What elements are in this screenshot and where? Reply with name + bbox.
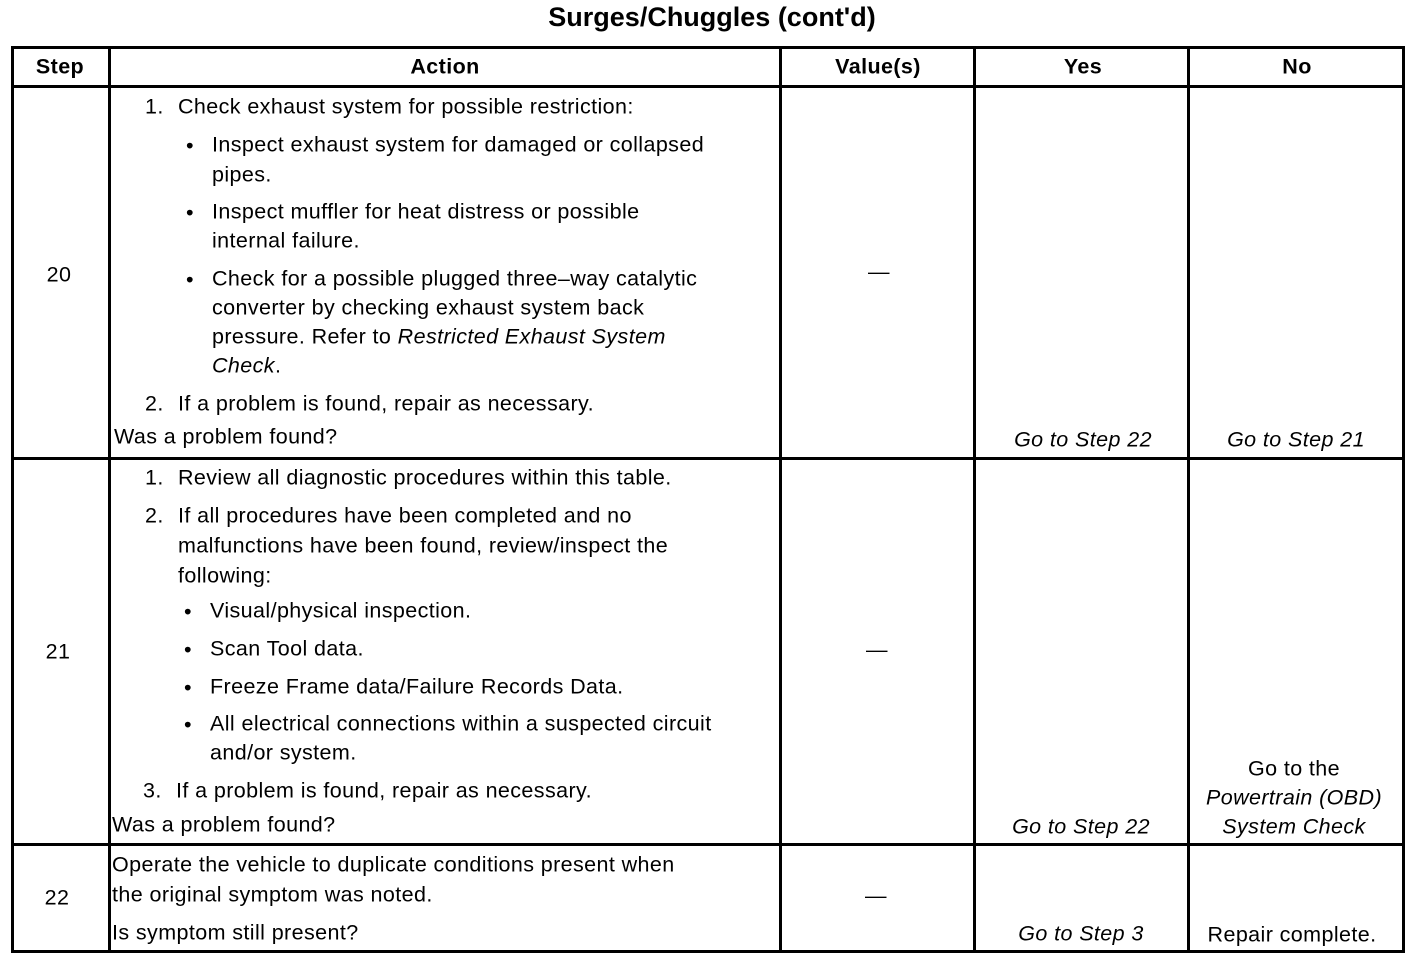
list-number: 3.: [143, 778, 162, 803]
column-divider: [973, 46, 976, 953]
bullet-icon: •: [184, 675, 192, 700]
list-number: 1.: [145, 465, 164, 490]
action-text: [212, 325, 666, 350]
action-text: Inspect muffler for heat distress or possible: [212, 199, 640, 224]
action-text: malfunctions have been found, review/inspect the: [178, 533, 669, 558]
question-text: Was a problem found?: [114, 424, 338, 449]
header-yes: Yes: [1063, 54, 1103, 79]
action-text: following:: [178, 563, 272, 588]
yes-link: Go to Step 3: [1018, 921, 1144, 946]
action-text: Visual/physical inspection.: [210, 598, 472, 623]
column-divider: [108, 46, 111, 953]
question-text: Is symptom still present?: [112, 920, 359, 945]
action-text: If a problem is found, repair as necessary.: [178, 391, 594, 416]
bullet-icon: •: [184, 637, 192, 662]
no-cell-line: Go to the: [1247, 756, 1341, 781]
header-action: Action: [410, 54, 480, 79]
action-text: If all procedures have been completed and no: [178, 503, 632, 528]
bullet-icon: •: [186, 133, 194, 158]
action-text: If a problem is found, repair as necessary.: [176, 778, 592, 803]
no-cell-line: [1206, 786, 1382, 811]
header-step: Step: [35, 54, 85, 79]
no-link: Go to Step 21: [1227, 427, 1365, 452]
list-number: 2.: [145, 391, 164, 416]
reference-link: Restricted Exhaust System: [397, 324, 666, 349]
no-cell: Repair complete.: [1207, 922, 1377, 947]
action-text: pipes.: [212, 162, 272, 187]
action-text: and/or system.: [210, 740, 357, 765]
yes-cell: [1014, 428, 1152, 453]
bullet-icon: •: [184, 599, 192, 624]
bullet-icon: •: [184, 712, 192, 737]
no-link: Powertrain (OBD): [1205, 785, 1383, 810]
action-text: Freeze Frame data/Failure Records Data.: [210, 674, 624, 699]
no-link: System Check: [1222, 814, 1366, 839]
action-text: the original symptom was noted.: [112, 882, 433, 907]
action-text: All electrical connections within a suspected circuit: [210, 711, 712, 736]
yes-cell: [1018, 922, 1144, 947]
step-number: 20: [46, 262, 72, 287]
table-border-right: [1402, 46, 1405, 953]
list-number: 1.: [145, 94, 164, 119]
value-cell: —: [865, 883, 887, 908]
reference-link: Check: [212, 353, 275, 378]
action-text: Operate the vehicle to duplicate conditions present when: [112, 852, 675, 877]
row-divider: [12, 457, 1405, 460]
list-number: 2.: [145, 503, 164, 528]
action-text: pressure. Refer to: [212, 324, 392, 349]
question-text: Was a problem found?: [112, 812, 336, 837]
page-title: Surges/Chuggles (cont'd): [548, 2, 876, 32]
action-text: [212, 354, 281, 379]
column-divider: [779, 46, 782, 953]
yes-link: Go to Step 22: [1014, 427, 1152, 452]
action-text: Scan Tool data.: [210, 636, 364, 661]
no-cell: [1227, 428, 1365, 453]
step-number: 21: [45, 639, 71, 664]
action-text: Check exhaust system for possible restriction:: [178, 94, 634, 119]
value-cell: —: [866, 637, 888, 662]
action-text: converter by checking exhaust system back: [212, 295, 645, 320]
no-cell-line: [1222, 815, 1365, 840]
punctuation: .: [274, 353, 282, 378]
header-no: No: [1282, 54, 1312, 79]
header-values: Value(s): [835, 54, 921, 79]
table-border-top: [12, 46, 1405, 49]
value-cell: —: [868, 259, 890, 284]
action-text: Review all diagnostic procedures within this table.: [178, 465, 672, 490]
column-divider: [1187, 46, 1190, 953]
header-divider: [12, 85, 1405, 88]
action-text: Inspect exhaust system for damaged or collapsed: [212, 132, 705, 157]
row-divider: [12, 843, 1405, 846]
bullet-icon: •: [186, 200, 194, 225]
bullet-icon: •: [186, 267, 194, 292]
yes-link: Go to Step 22: [1012, 814, 1150, 839]
table-border-bottom: [12, 950, 1405, 953]
action-text: internal failure.: [212, 228, 360, 253]
yes-cell: [1012, 815, 1150, 840]
table-border-left: [11, 46, 14, 953]
step-number: 22: [44, 885, 70, 910]
action-text: Check for a possible plugged three–way catalytic: [212, 266, 698, 291]
